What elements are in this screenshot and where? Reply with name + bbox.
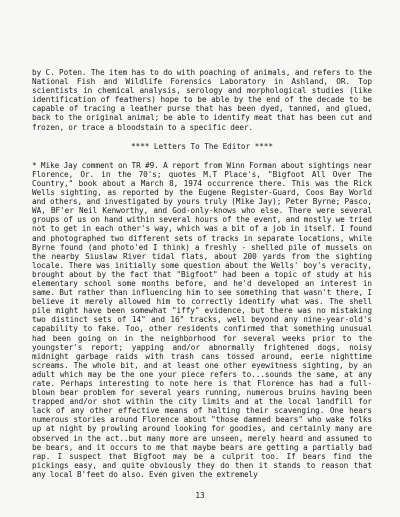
section-heading: **** Letters To The Editor **** <box>131 141 273 151</box>
page-number: 13 <box>195 491 205 500</box>
letter-paragraph: * Mike Jay comment on TR #9. A report from Winn Forman about sightings near Florence, Or. in the 70's; quotes M.T Place's, "Bigfoot All Over The Country," book about a March 8, 1974 occurrence there. This was the Rick Wells sighting, as reported by the Eugene Register-Guard, Coos Bay World and others, and investigated by yours truly (Mike Jay); Peter Byrne; Pasco, WA, BF'er Neil Kenworthy, and God-only-knows who else. There were several groups of us on hand within several hours of the event, and mostly we tried not to get in each other's way, which was a bit of a job in itself. I found and photographed two different sets of tracks in separate locations, while Byrne found (and photo'ed I think) a freshly - shelled pile of mussels on the nearby Siuslaw River tidal flats, about 200 yards from the sighting locale. There was initially some question about the Wells' boy's veracity, brought about by the fact that "Bigfoot" had been a topic of study at his elementary school some months before, and he'd developed an interest in same. But rather than influencing him to see something that wasn't there, I believe it merely allowed him to correctly identify what was. The shell pile might have been somewhat "iffy" evidence, but there was no mistaking two distinct sets of 14" and 16" tracks, well beyond any nine-year-old's capability to fake. Too, other residents confirmed that something unusual had been going on in the neighborhood for several weeks prior to the youngster's report; yapping and/or abnormally frightened dogs, noisy midnight garbage raids with trash cans tossed around, eerie nighttime screams. The whole bit, and at least one other eyewitness sighting, by an adult which may be the one your piece refers to...sounds the same, at any rate. Perhaps interesting to note here is that Florence has had a full-blown bear problem for several years running, numerous bruins having been trapped and/or shot within the city limits and at the local landfill for lack of any other effective means of halting their scavenging. One hears numerous stories around Florence about "those damned bears" who wake folks up at night by prowling around looking for goodies, and certainly many are observed in the act..but many more are unseen, merely heard and assumed to be bears, and it occurs to me that maybe bears are getting a partially bad rap. I suspect that Bigfoot may be a culprit too. If bears find the pickings easy, and quite obviously they do then it stands to reason that any local B'feet do also. Even given the extremely <box>32 160 372 479</box>
intro-paragraph: by C. Poten. The item has to do with poaching of animals, and refers to the National Fish and Wildlife Forensics Laboratory in Ashland, OR. Top scientists in chemical analysis, serology and morphological studies (like identification of feathers) hope to be able by the end of the decade to be capable of tracing a leather purse that has been dyed, tanned, and glued, back to the original animal; be able to identify meat that has been cut and frozen, or trace a bloodstain to a specific deer. <box>32 68 372 132</box>
